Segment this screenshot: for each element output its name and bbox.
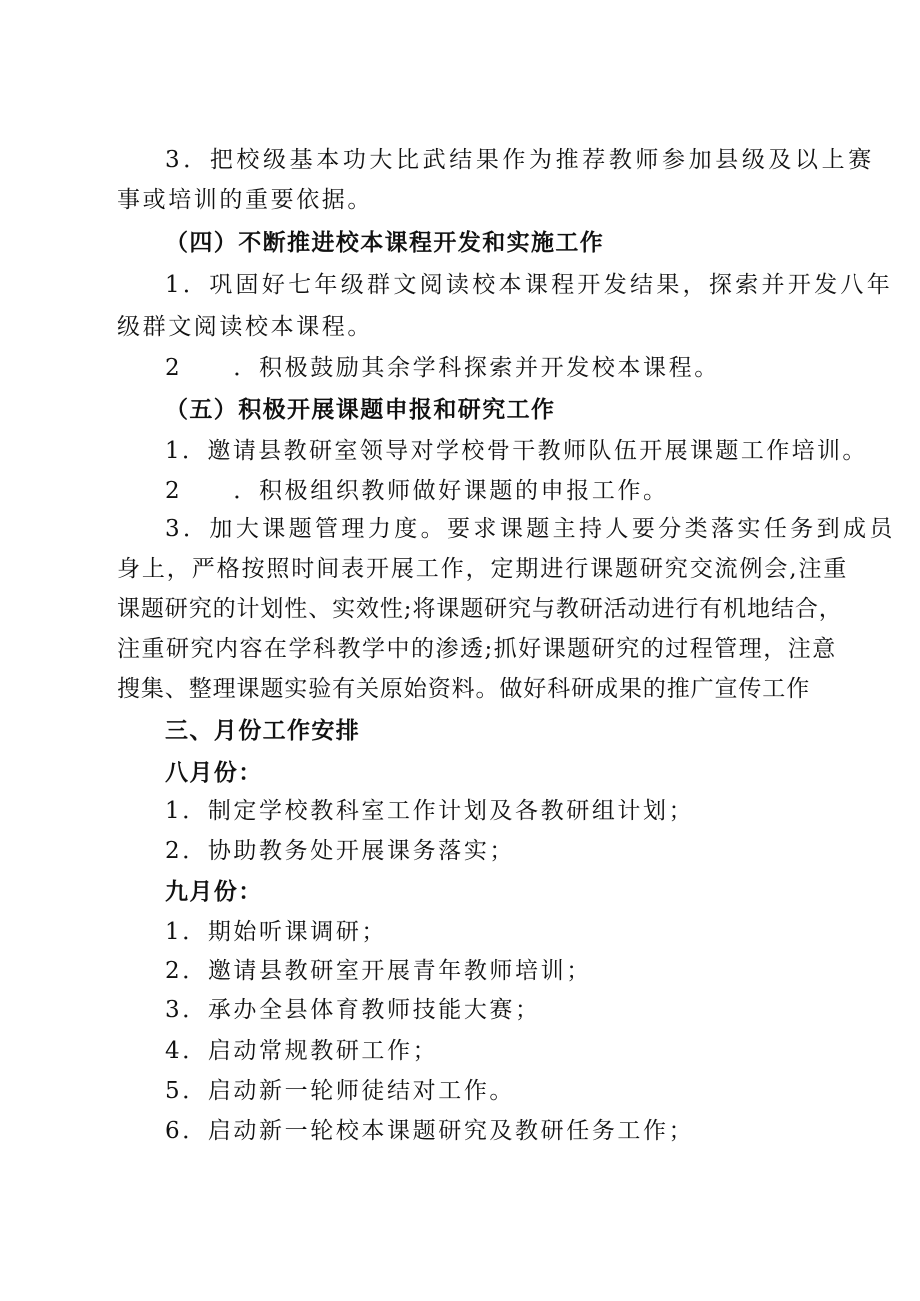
paragraph-5-1: 1．邀请县教研室领导对学校骨干教师队伍开展课题工作培训。 <box>165 438 868 464</box>
september-item-5: 5．启动新一轮师徒结对工作。 <box>165 1078 516 1104</box>
september-item-4: 4．启动常规教研工作； <box>165 1038 439 1064</box>
september-item-6: 6．启动新一轮校本课题研究及教研任务工作； <box>165 1118 695 1144</box>
paragraph-5-3-line-3: 课题研究的计划性、实效性;将课题研究与教研活动进行有机地结合， <box>117 596 843 622</box>
september-item-3: 3．承办全县体育教师技能大赛； <box>165 997 541 1023</box>
paragraph-5-3-line-5: 搜集、整理课题实验有关原始资料。做好科研成果的推广宣传工作 <box>117 676 811 702</box>
paragraph-5-3-line-4: 注重研究内容在学科教学中的渗透;抓好课题研究的过程管理，注意 <box>117 636 837 662</box>
paragraph-5-2: 2 ．积极组织教师做好课题的申报工作。 <box>165 478 669 504</box>
september-title: 九月份： <box>165 879 263 905</box>
august-title: 八月份： <box>165 760 263 786</box>
september-item-1: 1．期始听课调研； <box>165 919 388 945</box>
paragraph-4-1-line-2: 级群文阅读校本课程。 <box>117 314 373 340</box>
paragraph-5-3-line-2: 身上，严格按照时间表开展工作，定期进行课题研究交流例会,注重 <box>117 556 849 582</box>
paragraph-3-line-1: 3．把校级基本功大比武结果作为推荐教师参加县级及以上赛 <box>165 147 875 173</box>
september-item-2: 2．邀请县教研室开展青年教师培训； <box>165 958 592 984</box>
heading-section-three: 三、月份工作安排 <box>165 718 361 744</box>
paragraph-4-2: 2 ．积极鼓励其余学科探索并开发校本课程。 <box>165 355 720 381</box>
august-item-1: 1．制定学校教科室工作计划及各教研组计划； <box>165 798 695 824</box>
paragraph-3-line-2: 事或培训的重要依据。 <box>117 187 373 213</box>
august-item-2: 2．协助教务处开展课务落实； <box>165 838 516 864</box>
heading-section-four: （四）不断推进校本课程开发和实施工作 <box>165 230 605 256</box>
paragraph-4-1-line-1: 1．巩固好七年级群文阅读校本课程开发结果，探索并开发八年 <box>165 272 894 298</box>
heading-section-five: （五）积极开展课题申报和研究工作 <box>165 397 556 423</box>
paragraph-5-3-line-1: 3．加大课题管理力度。要求课题主持人要分类落实任务到成员 <box>165 516 896 542</box>
